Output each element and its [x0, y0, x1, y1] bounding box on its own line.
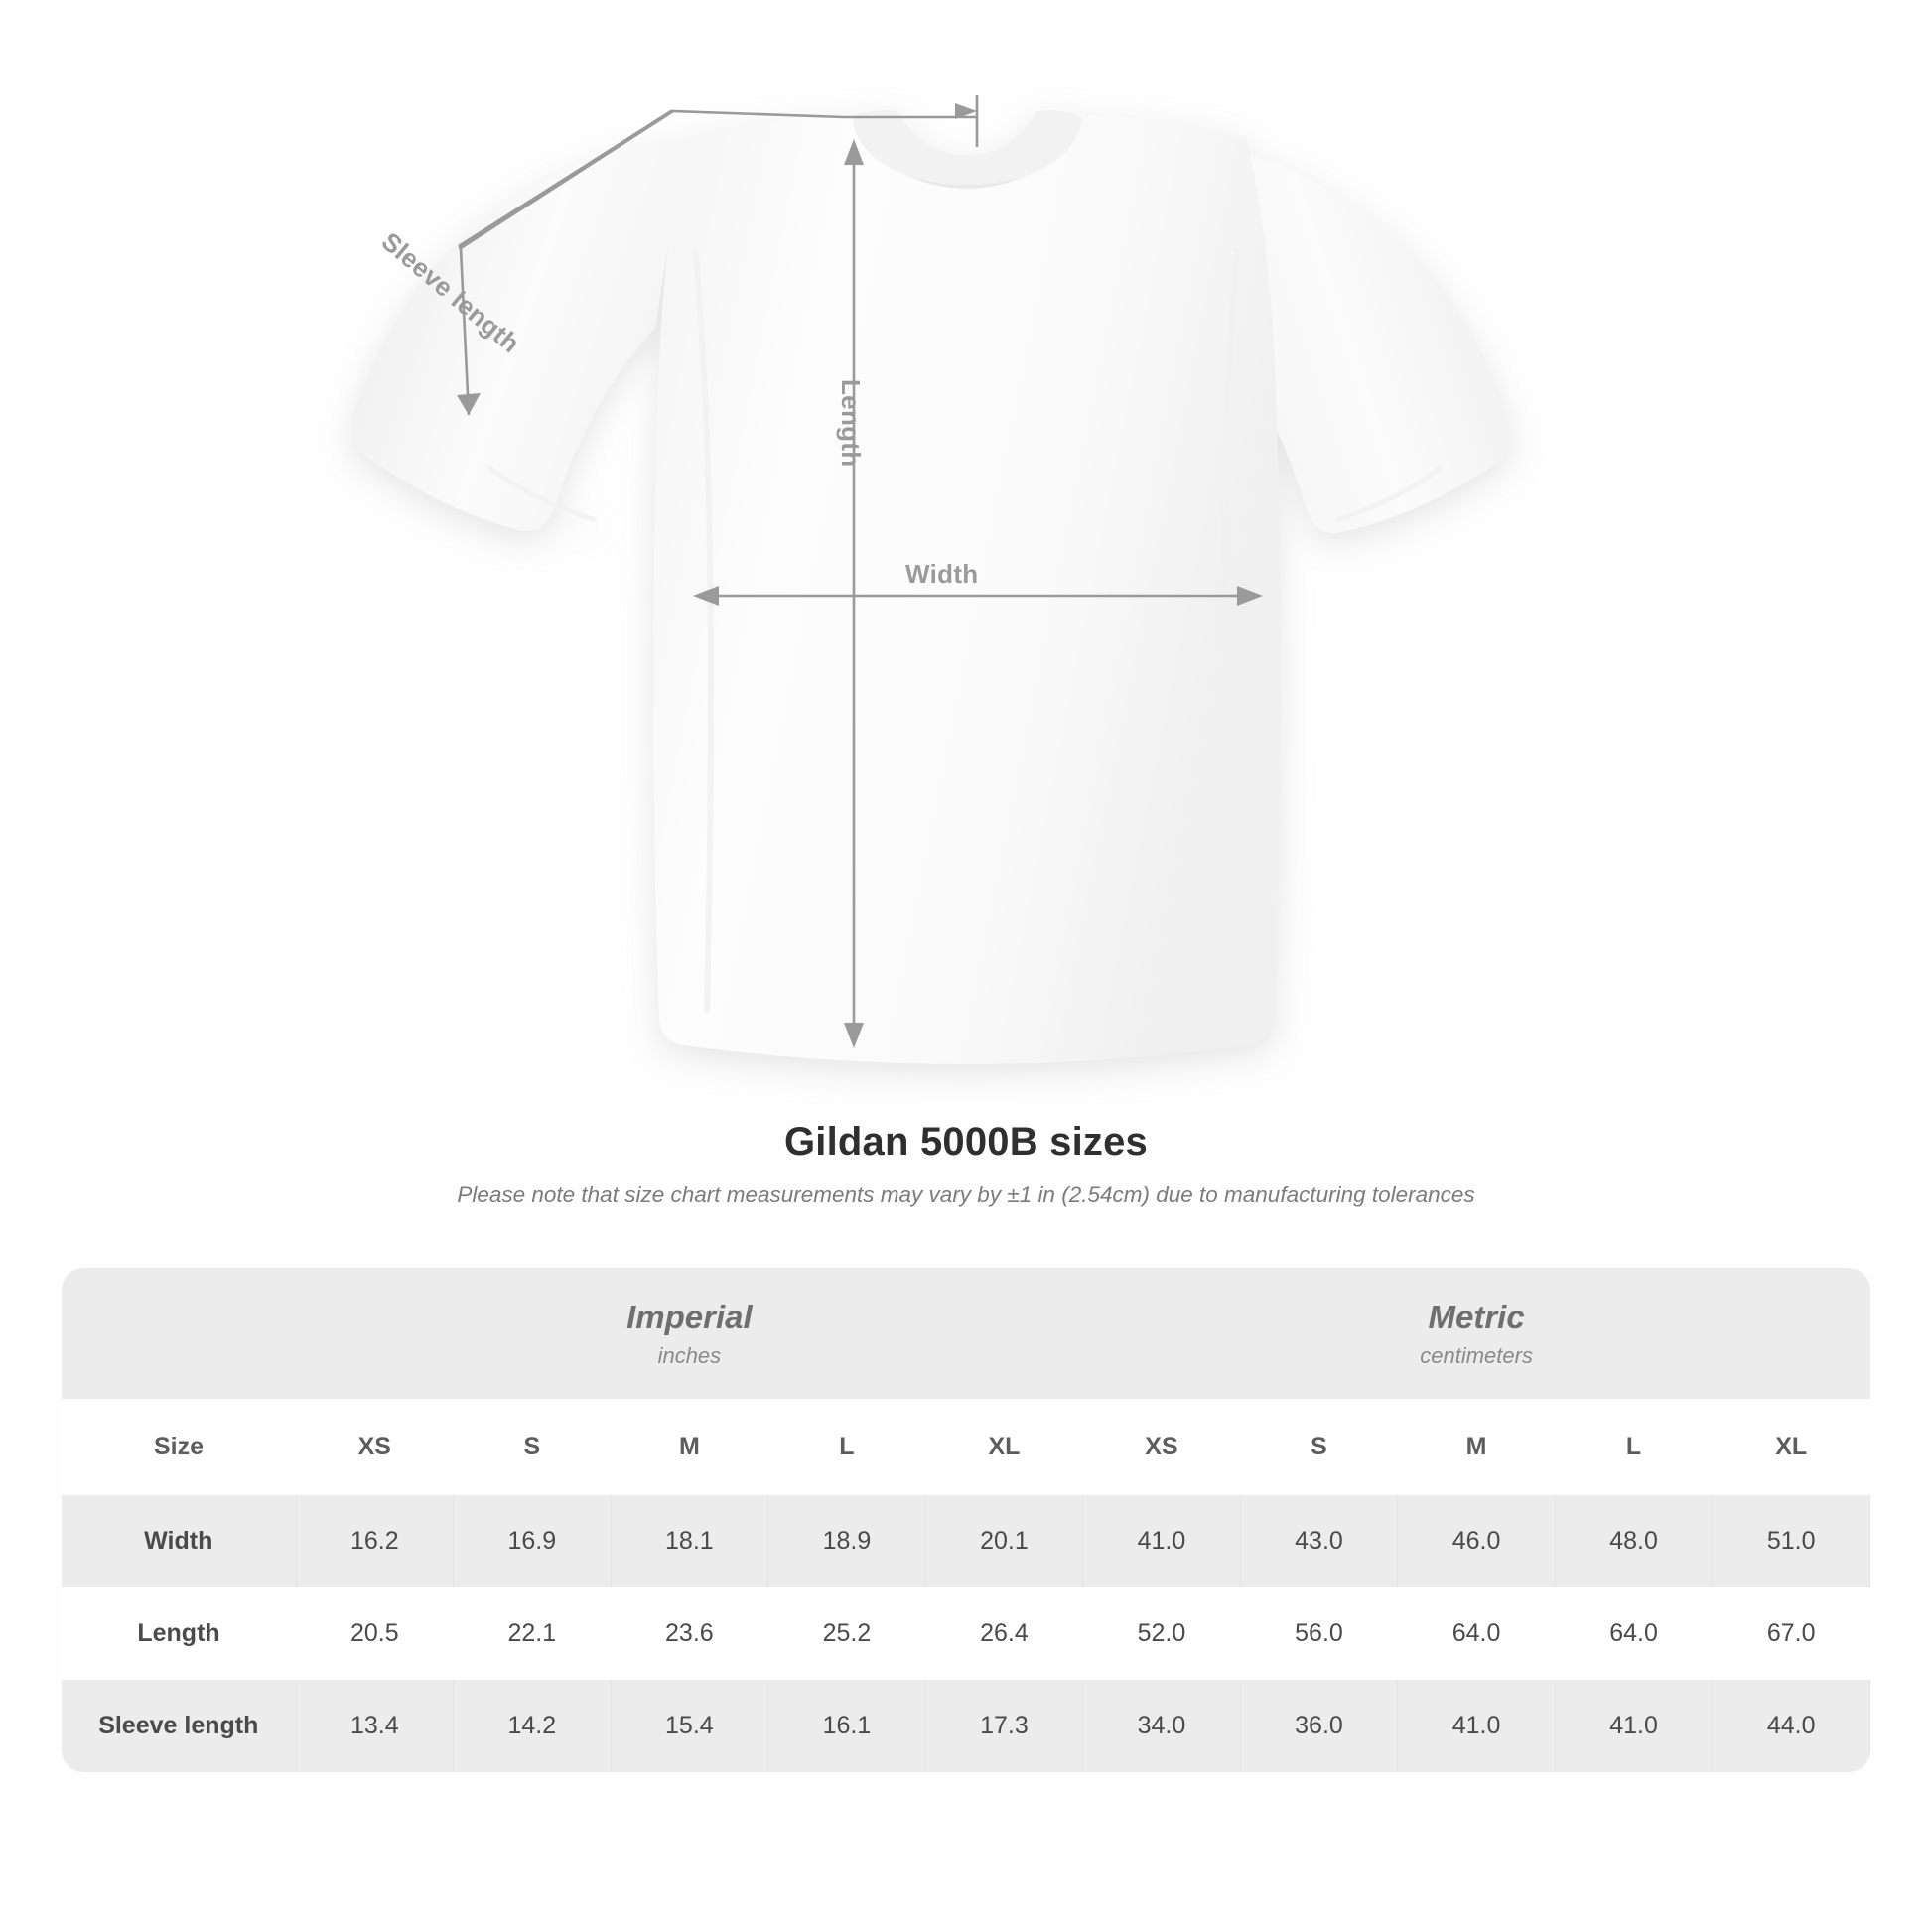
table-row — [62, 1495, 1870, 1587]
size-table-wrapper — [62, 1268, 1870, 1772]
size-header-cell: XL — [1713, 1399, 1870, 1495]
size-header-cell: S — [454, 1399, 612, 1495]
page-title: Gildan 5000B sizes — [783, 1120, 1148, 1164]
measurement-value: 52.0 — [1083, 1587, 1241, 1680]
size-header-row — [62, 1399, 1870, 1495]
unit-header-imperial — [296, 1268, 1083, 1399]
size-header-cell: S — [1240, 1399, 1398, 1495]
size-header-cell: XS — [296, 1399, 454, 1495]
measurement-value: 43.0 — [1240, 1495, 1398, 1587]
measurement-value: 26.4 — [925, 1587, 1083, 1680]
measurement-value: 25.2 — [768, 1587, 926, 1680]
measurement-value: 36.0 — [1240, 1680, 1398, 1772]
size-header-cell: M — [611, 1399, 768, 1495]
measurement-value: 56.0 — [1240, 1587, 1398, 1680]
table-row — [62, 1587, 1870, 1680]
measurement-value: 64.0 — [1555, 1587, 1713, 1680]
unit-header-row — [62, 1268, 1870, 1399]
measurement-value: 64.0 — [1398, 1587, 1556, 1680]
unit-header-metric — [1083, 1268, 1870, 1399]
measurement-value: 67.0 — [1713, 1587, 1870, 1680]
measurement-value: 18.1 — [611, 1495, 768, 1587]
unit-sub-imperial: inches — [657, 1342, 722, 1368]
measurement-value: 41.0 — [1083, 1495, 1241, 1587]
measurement-value: 16.9 — [454, 1495, 612, 1587]
size-table — [62, 1268, 1870, 1772]
unit-name-imperial: Imperial — [626, 1299, 753, 1335]
measurement-value: 13.4 — [296, 1680, 454, 1772]
size-header-cell: XL — [925, 1399, 1083, 1495]
measurement-value: 14.2 — [454, 1680, 612, 1772]
length-label: Length — [836, 379, 866, 468]
measurement-value: 46.0 — [1398, 1495, 1556, 1587]
measurement-value: 16.1 — [768, 1680, 926, 1772]
measurement-label: Width — [62, 1495, 296, 1587]
sleeve-length-label: Sleeve length — [375, 226, 526, 359]
measurement-value: 44.0 — [1713, 1680, 1870, 1772]
measurement-value: 20.1 — [925, 1495, 1083, 1587]
size-header-cell: M — [1398, 1399, 1556, 1495]
measurement-value: 16.2 — [296, 1495, 454, 1587]
tolerance-note: Please note that size chart measurements may vary by ±1 in (2.54cm) due to manufacturing tolerances — [457, 1182, 1475, 1207]
size-header-label: Size — [62, 1399, 296, 1495]
size-header-cell: L — [768, 1399, 926, 1495]
measurement-value: 15.4 — [611, 1680, 768, 1772]
width-label: Width — [905, 559, 979, 589]
measurement-value: 20.5 — [296, 1587, 454, 1680]
title-block — [0, 1120, 1932, 1208]
unit-sub-metric: centimeters — [1420, 1342, 1533, 1368]
measurement-label: Length — [62, 1587, 296, 1680]
table-row — [62, 1680, 1870, 1772]
unit-name-metric: Metric — [1428, 1299, 1525, 1335]
measurement-label: Sleeve length — [62, 1680, 296, 1772]
measurement-value: 48.0 — [1555, 1495, 1713, 1587]
measurement-value: 34.0 — [1083, 1680, 1241, 1772]
size-header-cell: XS — [1083, 1399, 1241, 1495]
measurement-value: 51.0 — [1713, 1495, 1870, 1587]
measurement-value: 41.0 — [1398, 1680, 1556, 1772]
measurement-value: 17.3 — [925, 1680, 1083, 1772]
size-header-cell: L — [1555, 1399, 1713, 1495]
measurement-value: 23.6 — [611, 1587, 768, 1680]
unit-header-spacer — [62, 1268, 296, 1399]
measurement-value: 22.1 — [454, 1587, 612, 1680]
measurement-value: 18.9 — [768, 1495, 926, 1587]
measurement-value: 41.0 — [1555, 1680, 1713, 1772]
